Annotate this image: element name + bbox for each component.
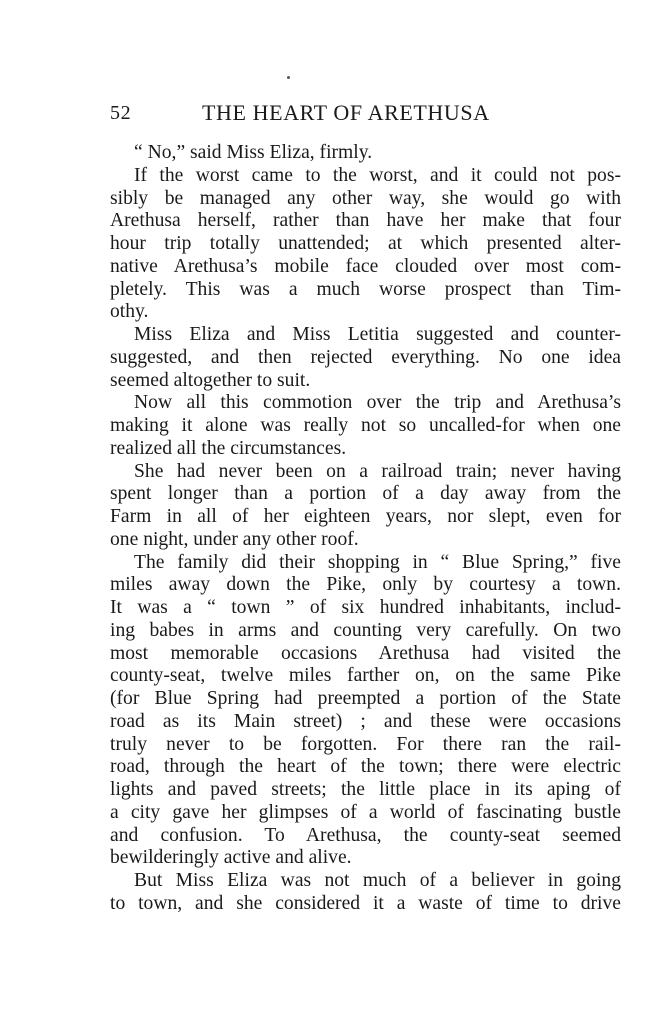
text-line: Farm in all of her eighteen years, nor slept, even for <box>110 506 621 527</box>
text-line: “ No,” said Miss Eliza, firmly. <box>134 142 373 163</box>
text-line: truly never to be forgotten. For there ran the rail- <box>110 733 621 755</box>
text-line: But Miss Eliza was not much of a believer in going <box>134 870 621 891</box>
page-number: 52 <box>110 102 132 124</box>
text-line: It was a “ town ” of six hundred inhabitants, includ- <box>110 597 621 618</box>
text-line: county-seat, twelve miles farther on, on the same Pike <box>110 665 621 687</box>
text-line: pletely. This was a much worse prospect than Tim- <box>110 278 621 300</box>
text-line: If the worst came to the worst, and it could not pos- <box>134 164 621 186</box>
text-line: most memorable occasions Arethusa had visited the <box>110 642 621 664</box>
text-line: making it alone was really not so uncalled-for when one <box>110 415 621 436</box>
text-line: bewilderingly active and alive. <box>110 847 352 869</box>
text-line: Now all this commotion over the trip and Arethusa’s <box>134 392 621 414</box>
ink-speck <box>287 76 290 79</box>
text-line: road as its Main street) ; and these were occasions <box>110 710 621 732</box>
text-line: sibly be managed any other way, she would go with <box>110 187 621 209</box>
text-line: The family did their shopping in “ Blue Spring,” five <box>134 551 621 573</box>
text-line: lights and paved streets; the little place in its aping of <box>110 779 621 800</box>
text-line: Arethusa herself, rather than have her make that four <box>110 210 621 232</box>
text-line: She had never been on a railroad train; never having <box>134 460 621 482</box>
text-line: (for Blue Spring had preempted a portion of the State <box>110 688 621 709</box>
text-line: seemed altogether to suit. <box>110 369 311 391</box>
text-line: realized all the circumstances. <box>110 437 347 459</box>
text-line: road, through the heart of the town; there were electric <box>110 756 621 778</box>
text-line: suggested, and then rejected everything. No one idea <box>110 346 621 368</box>
text-line: native Arethusa’s mobile face clouded over most com- <box>110 255 621 277</box>
text-line: one night, under any other roof. <box>110 528 359 550</box>
body-text <box>110 142 621 916</box>
text-line: spent longer than a portion of a day away from the <box>110 483 621 505</box>
text-line: Miss Eliza and Miss Letitia suggested and counter- <box>134 324 621 345</box>
text-line: miles away down the Pike, only by courtesy a town. <box>110 574 621 596</box>
text-line: and confusion. To Arethusa, the county-seat seemed <box>110 824 621 846</box>
text-line: a city gave her glimpses of a world of fascinating bustle <box>110 801 621 823</box>
text-line: othy. <box>110 301 149 323</box>
text-line: to town, and she considered it a waste of time to drive <box>110 892 621 914</box>
page-header <box>110 100 530 130</box>
text-line: hour trip totally unattended; at which presented alter- <box>110 233 621 254</box>
text-line: ing babes in arms and counting very carefully. On two <box>110 619 621 641</box>
running-title: THE HEART OF ARETHUSA <box>202 100 490 125</box>
